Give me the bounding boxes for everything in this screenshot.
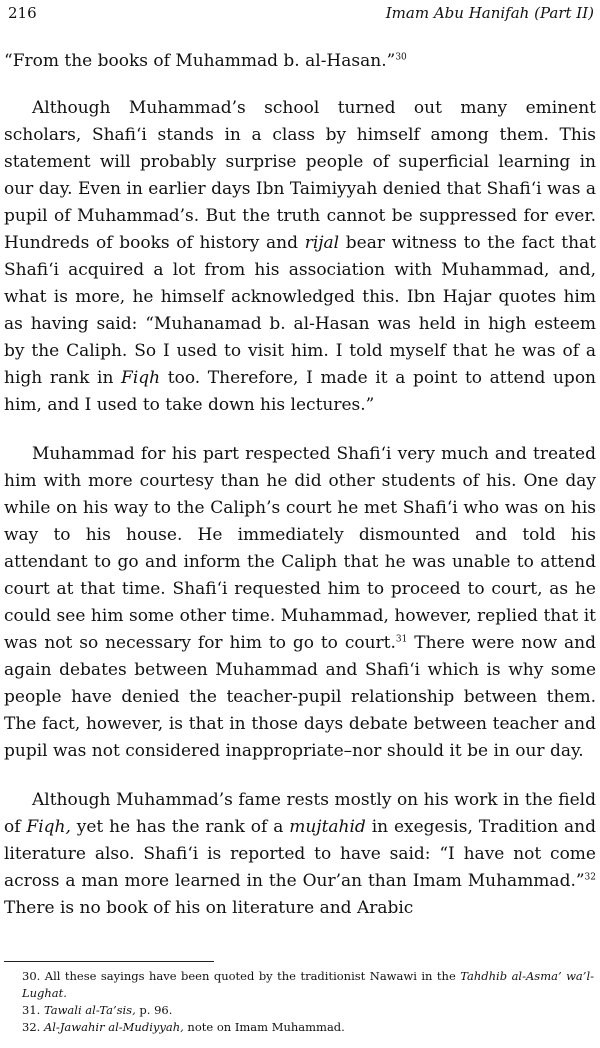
- page-number: 216: [8, 4, 37, 22]
- paragraph-3: [4, 441, 596, 765]
- footnote-title: Tahdhib al-Asma’ wa’l-Lughat.: [22, 969, 595, 1000]
- footnote-text: note on Imam Muhammad.: [183, 1020, 345, 1034]
- paragraph-2: [4, 95, 596, 419]
- footnote-ref-32: 32: [584, 872, 596, 883]
- paragraph-text: in exegesis, Tradition and literature also. Shafi‘i is reported to have said: “I have not come across a man more learned in the Our’an than Imam Muhammad.”: [4, 817, 596, 891]
- footnote-title: Tawali al-Ta’sis,: [43, 1003, 136, 1017]
- page-header: [8, 4, 594, 28]
- paragraph-4: [4, 787, 596, 922]
- footnote-number: 31.: [22, 1003, 44, 1017]
- paragraph-text: There is no book of his on literature and Arabic: [4, 898, 414, 918]
- paragraph-text: bear witness to the fact that Shafi‘i acquired a lot from his association with Muhammad, and, what is more, he himself acknowledged this. Ibn Hajar quotes him as having said: “Muhanamad b. al-Hasan was held in high esteem by the Caliph. So I used to visit him. I told myself that he was of a high rank in: [4, 233, 596, 388]
- term-fiqh: Fiqh,: [26, 817, 71, 837]
- footnote-text: 30. All these sayings have been quoted by the traditionist Nawawi in the: [22, 969, 461, 983]
- footnotes: [22, 968, 594, 1036]
- footnote-number: 32.: [22, 1020, 44, 1034]
- footnote-title: Al-Jawahir al-Mudiyyah,: [43, 1020, 184, 1034]
- paragraph-text: too. Therefore, I made it a point to attend upon him, and I used to take down his lectures.”: [4, 368, 597, 415]
- paragraph-text: There were now and again debates between Muhammad and Shafi‘i which is why some people have denied the teacher-pupil relationship between them. The fact, however, is that in those days debate between teacher and pupil was not considered inappropriate–nor should it be in our day.: [4, 633, 596, 761]
- footnote-text: p. 96.: [135, 1003, 173, 1017]
- body-text: [4, 48, 596, 944]
- footnote-31: [22, 1002, 594, 1019]
- term-fiqh: Fiqh: [121, 368, 161, 388]
- paragraph-text: Muhammad for his part respected Shafi‘i very much and treated him with more courtesy than he did other students of his. One day while on his way to the Caliph’s court he met Shafi‘i who was on his way to his house. He immediately dismounted and told his attendant to go and inform the Caliph that he was unable to attend court at that time. Shafi‘i requested him to proceed to court, as he could see him some other time. Muhammad, however, replied that it was not so necessary for him to go to court.: [4, 444, 596, 653]
- paragraph-1: [4, 48, 596, 75]
- term-rijal: rijal: [304, 233, 340, 253]
- paragraph-text: Although Muhammad’s school turned out many eminent scholars, Shafi‘i stands in a class by himself among them. This statement will probably surprise people of superficial learning in our day. Even in earlier days Ibn Taimiyyah denied that Shafi‘i was a pupil of Muhammad’s. But the truth cannot be suppressed for ever. Hundreds of books of history and: [4, 98, 596, 253]
- footnote-ref-30: 30: [395, 52, 407, 63]
- term-mujtahid: mujtahid: [289, 817, 366, 837]
- running-head: Imam Abu Hanifah (Part II): [385, 4, 594, 22]
- footnote-30: [22, 968, 594, 1002]
- footnote-32: [22, 1019, 594, 1036]
- footnote-divider: [4, 961, 214, 962]
- paragraph-text: yet he has the rank of a: [70, 817, 290, 837]
- paragraph-text: Although Muhammad’s fame rests mostly on his work in the field of: [4, 790, 596, 837]
- paragraph-text: “From the books of Muhammad b. al-Hasan.”: [4, 51, 396, 71]
- footnote-ref-31: 31: [395, 634, 408, 645]
